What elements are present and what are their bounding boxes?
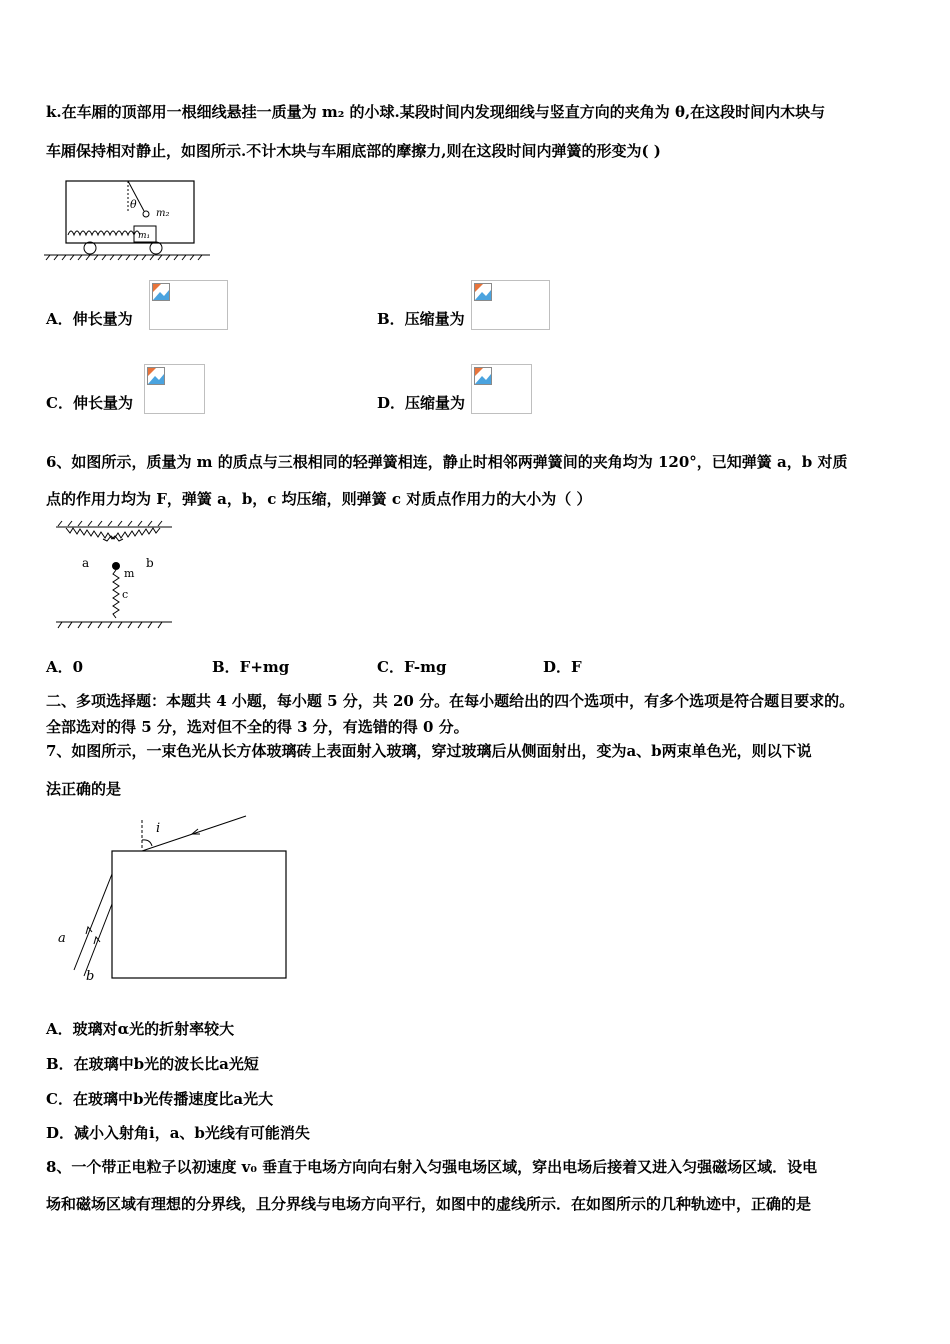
q6-option-c[interactable]: C．F-mg (377, 658, 447, 676)
spring-c-label: c (122, 588, 129, 601)
spring-a-label: a (82, 556, 90, 570)
q7-stem-line1: 7、如图所示，一束色光从长方体玻璃砖上表面射入玻璃，穿过玻璃后从侧面射出，变为a、b两束单色光，则以下说 (46, 742, 812, 760)
q6-stem-line1: 6、如图所示，质量为 m 的质点与三根相同的轻弹簧相连，静止时相邻两弹簧间的夹角均为 120°，已知弹簧 a，b 对质 (46, 453, 848, 471)
q6-option-b[interactable]: B．F+mg (212, 658, 290, 676)
m1-label: m₁ (138, 231, 151, 241)
q7-option-d[interactable]: D．减小入射角i，a、b光线有可能消失 (46, 1124, 310, 1142)
broken-image-icon (147, 367, 165, 385)
q5-option-a-image (149, 280, 228, 330)
q6-option-a[interactable]: A．0 (46, 658, 84, 676)
broken-image-icon (474, 283, 492, 301)
ray-a-label: a (58, 931, 66, 946)
q5-stem-line2: 车厢保持相对静止，如图所示.不计木块与车厢底部的摩擦力,则在这段时间内弹簧的形变为( ) (46, 142, 661, 160)
q7-option-a[interactable]: A．玻璃对α光的折射率较大 (46, 1020, 235, 1038)
q6-figure-springs (52, 520, 176, 630)
q5-option-b[interactable]: B．压缩量为 (377, 310, 465, 328)
q5-option-c[interactable]: C．伸长量为 (46, 394, 133, 412)
theta-label: θ (130, 198, 137, 211)
q7-option-c[interactable]: C．在玻璃中b光传播速度比a光大 (46, 1090, 274, 1108)
broken-image-icon (474, 367, 492, 385)
q8-stem-line1: 8、一个带正电粒子以初速度 v₀ 垂直于电场方向向右射入匀强电场区域，穿出电场后接着又进入匀强磁场区域．设电 (46, 1158, 818, 1176)
q5-option-d[interactable]: D．压缩量为 (377, 394, 466, 412)
section2-line2: 全部选对的得 5 分，选对但不全的得 3 分，有选错的得 0 分。 (46, 718, 469, 736)
q7-figure-glass-block (50, 812, 290, 990)
q7-stem-line2: 法正确的是 (46, 780, 122, 798)
q5-option-c-image (144, 364, 205, 414)
q5-option-b-image (471, 280, 550, 330)
broken-image-icon (152, 283, 170, 301)
m2-label: m₂ (156, 208, 170, 219)
q5-option-d-image (471, 364, 532, 414)
q6-option-d[interactable]: D．F (543, 658, 582, 676)
q5-option-a[interactable]: A．伸长量为 (46, 310, 133, 328)
q5-figure-cart (44, 178, 210, 262)
section2-line1: 二、多项选择题：本题共 4 小题，每小题 5 分，共 20 分。在每小题给出的四个选项中，有多个选项是符合题目要求的。 (46, 692, 855, 710)
q6-stem-line2: 点的作用力均为 F，弹簧 a，b，c 均压缩，则弹簧 c 对质点作用力的大小为（ ） (46, 490, 592, 508)
q8-stem-line2: 场和磁场区域有理想的分界线，且分界线与电场方向平行，如图中的虚线所示．在如图所示的几种轨迹中，正确的是 (46, 1195, 812, 1213)
incidence-angle-label: i (156, 821, 161, 836)
ray-b-label: b (86, 969, 95, 984)
q5-stem-line1: k.在车厢的顶部用一根细线悬挂一质量为 m₂ 的小球.某段时间内发现细线与竖直方向的夹角为 θ,在这段时间内木块与 (46, 103, 826, 121)
spring-b-label: b (146, 556, 154, 570)
mass-m-label: m (124, 567, 135, 580)
q7-option-b[interactable]: B．在玻璃中b光的波长比a光短 (46, 1055, 259, 1073)
